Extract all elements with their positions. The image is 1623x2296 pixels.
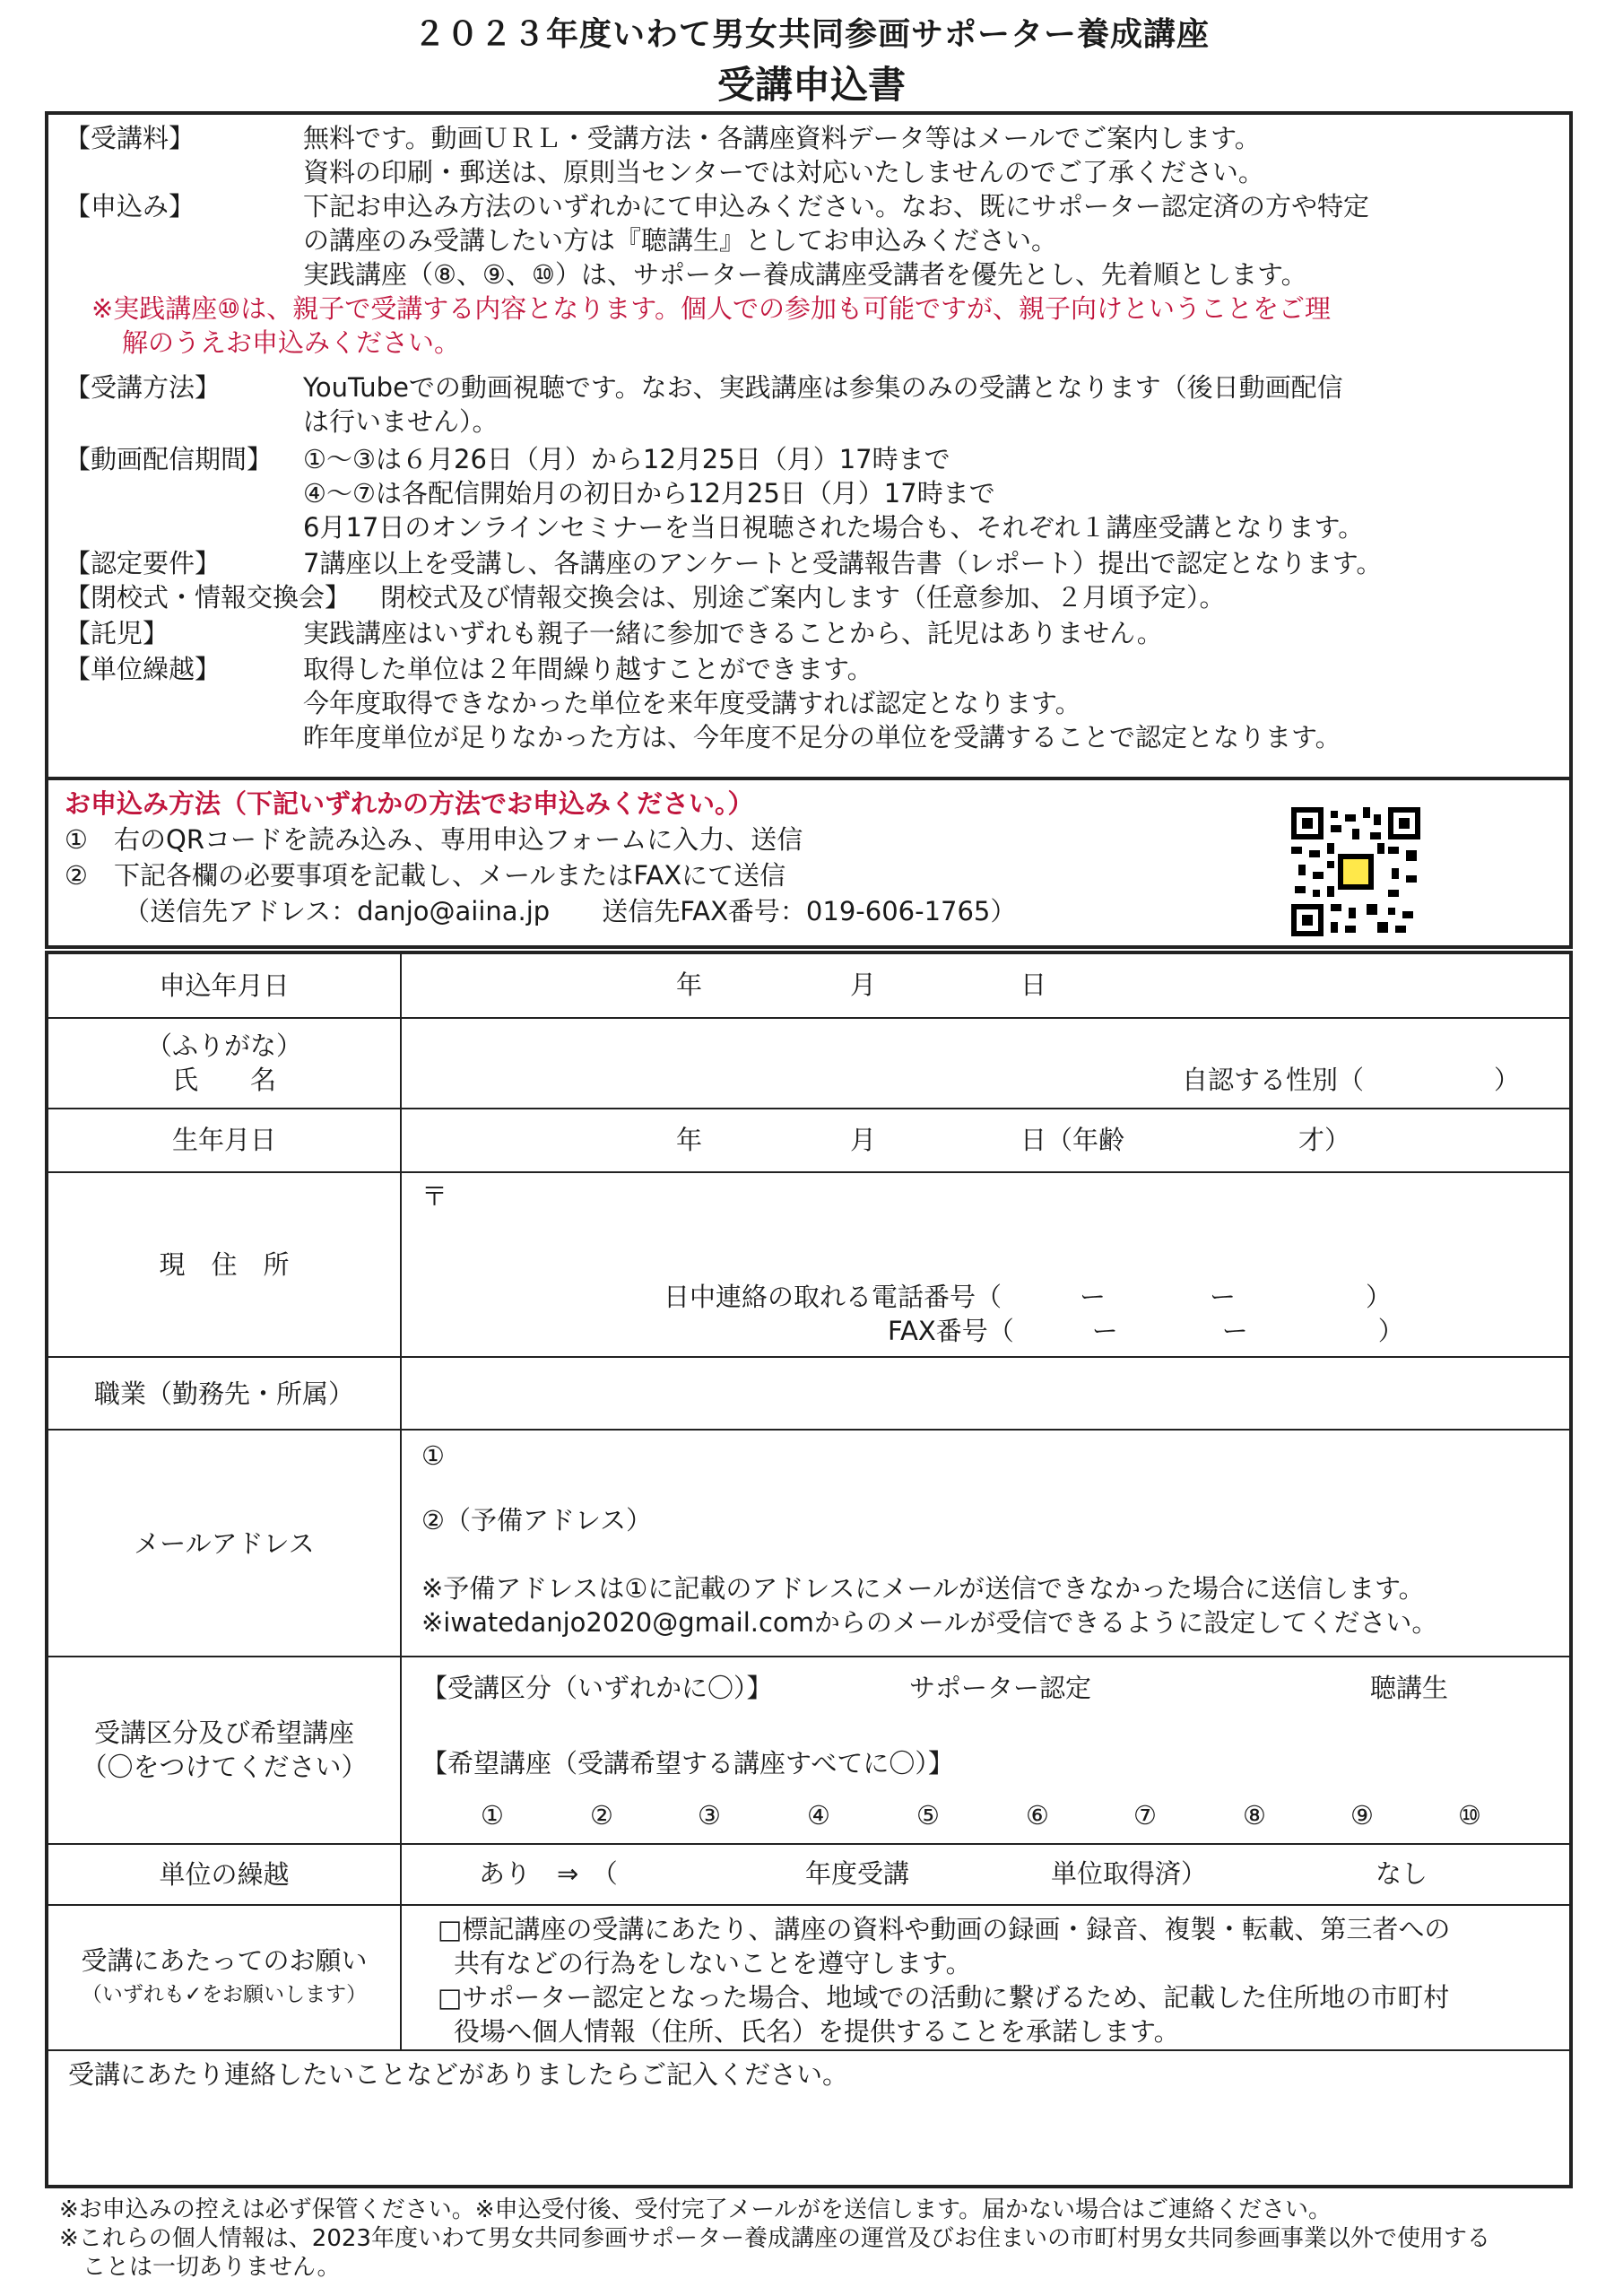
label-course (47, 1657, 401, 1843)
option-course-3[interactable]: ③ (698, 1800, 721, 1831)
info-label-fee: 【受講料】 (65, 123, 195, 153)
document-subtitle: 受講申込書 (716, 63, 906, 107)
info-text: ④～⑦は各配信開始月の初日から12月25日（月）17時まで (303, 478, 995, 509)
label-course-hint: （〇をつけてください） (81, 1752, 368, 1783)
method-item-qr: ① 右のQRコードを読み込み、専用申込フォームに入力、送信 (65, 824, 803, 855)
row-requests (47, 1905, 1571, 2050)
label-requests-title: 受講にあたってのお願い (81, 1945, 368, 1977)
field-name[interactable] (401, 1018, 1571, 1109)
field-requests (401, 1905, 1571, 2050)
qr-code-icon[interactable] (1291, 807, 1420, 936)
option-course-6[interactable]: ⑥ (1026, 1800, 1049, 1831)
course-category-heading: 【受講区分（いずれかに〇）】 (421, 1673, 773, 1704)
label-furigana: （ふりがな） (145, 1031, 302, 1062)
option-course-5[interactable]: ⑤ (916, 1800, 940, 1831)
row-credit-carryover (47, 1844, 1571, 1906)
red-note: ※実践講座⑩は、親子で受講する内容となります。個人での参加も可能ですが、親子向けということをご理 (91, 293, 1331, 324)
field-credit-carryover[interactable] (401, 1844, 1571, 1906)
info-text: 6月17日のオンラインセミナーを当日視聴された場合も、それぞれ１講座受講となります。 (303, 512, 1365, 543)
row-birthdate (47, 1109, 1571, 1172)
info-label-requirement: 【認定要件】 (65, 548, 221, 578)
red-note: 解のうえお申込みください。 (122, 327, 461, 358)
option-carryover-yes[interactable]: あり ⇒ （ (479, 1857, 618, 1889)
info-label-closing: 【閉校式・情報交換会】 (65, 582, 352, 613)
field-day-age: 日（年齢 (1020, 1125, 1125, 1156)
row-email (47, 1430, 1571, 1657)
field-occupation[interactable] (401, 1357, 1571, 1430)
field-email-backup[interactable]: ②（予備アドレス） (421, 1505, 653, 1536)
field-month-unit: 月 (850, 970, 877, 1000)
option-course-1[interactable]: ① (481, 1800, 504, 1831)
postal-mark: 〒 (421, 1180, 448, 1212)
application-form-table (45, 951, 1573, 2188)
footer-note: ※これらの個人情報は、2023年度いわて男女共同参画サポーター養成講座の運営及びお住まいの市町村男女共同参画事業以外で使用する (59, 2225, 1490, 2252)
info-text: 実践講座はいずれも親子一緒に参加できることから、託児はありません。 (303, 618, 1163, 648)
row-application-date (47, 952, 1571, 1018)
row-course (47, 1657, 1571, 1843)
info-text: 無料です。動画ＵＲＬ・受講方法・各講座資料データ等はメールでご案内します。 (303, 123, 1261, 153)
option-course-9[interactable]: ⑨ (1350, 1800, 1374, 1831)
field-fax[interactable]: FAX番号（ ー ー ） (888, 1315, 1404, 1346)
method-item-mail-fax: ② 下記各欄の必要事項を記載し、メールまたはFAXにて送信 (65, 860, 786, 891)
field-age-unit: 才） (1298, 1125, 1351, 1156)
field-phone[interactable]: 日中連絡の取れる電話番号（ ー ー ） (664, 1281, 1393, 1312)
field-year-unit: 年 (676, 970, 703, 1000)
document-title: ２０２３年度いわて男女共同参画サポーター養成講座 (412, 16, 1210, 53)
field-email[interactable] (401, 1430, 1571, 1657)
field-year-unit: 年 (676, 1125, 703, 1156)
info-text: は行いません）。 (303, 406, 499, 437)
info-text: ①～③は６月26日（月）から12月25日（月）17時まで (303, 444, 950, 474)
info-label-childcare: 【託児】 (65, 618, 169, 648)
info-text: 昨年度単位が足りなかった方は、今年度不足分の単位を受講することで認定となります。 (303, 722, 1341, 752)
checkbox-agreement-no-copy[interactable]: □標記講座の受講にあたり、講座の資料や動画の録画・録音、複製・転載、第三者への (438, 1914, 1451, 1945)
option-carryover-no[interactable]: なし (1376, 1857, 1428, 1889)
course-wish-heading: 【希望講座（受講希望する講座すべてに〇）】 (421, 1748, 954, 1779)
option-course-2[interactable]: ② (590, 1800, 613, 1831)
qr-code-pattern (1291, 807, 1420, 936)
row-address (47, 1172, 1571, 1357)
info-text: YouTubeでの動画視聴です。なお、実践講座は参集のみの受講となります（後日動画配信 (303, 372, 1343, 403)
agreement-text: 役場へ個人情報（住所、氏名）を提供することを承諾します。 (454, 2016, 1180, 2048)
info-label-credit: 【単位繰越】 (65, 654, 221, 684)
field-email-primary[interactable]: ① (421, 1440, 445, 1472)
option-course-7[interactable]: ⑦ (1133, 1800, 1157, 1831)
info-text: の講座のみ受講したい方は『聴講生』としてお申込みください。 (303, 225, 1058, 256)
label-name (47, 1018, 401, 1109)
label-course-title: 受講区分及び希望講座 (93, 1718, 354, 1749)
info-label-period: 【動画配信期間】 (65, 444, 273, 474)
info-label-method: 【受講方法】 (65, 372, 221, 403)
info-text: 7講座以上を受講し、各講座のアンケートと受講報告書（レポート）提出で認定となります。 (303, 548, 1383, 578)
info-text: 実践講座（⑧、⑨、⑩）は、サポーター養成講座受講者を優先とし、先着順とします。 (303, 259, 1307, 290)
info-text: 今年度取得できなかった単位を来年度受講すれば認定となります。 (303, 688, 1081, 718)
label-requests (47, 1905, 401, 2050)
row-name (47, 1018, 1571, 1109)
option-auditor[interactable]: 聴講生 (1370, 1673, 1449, 1704)
label-birthdate: 生年月日 (47, 1109, 401, 1172)
label-application-date: 申込年月日 (47, 952, 401, 1018)
info-label-apply: 【申込み】 (65, 191, 195, 222)
footer-note: ことは一切ありません。 (59, 2254, 341, 2281)
option-course-8[interactable]: ⑧ (1243, 1800, 1266, 1831)
field-month-unit: 月 (850, 1125, 877, 1156)
row-remarks (47, 2050, 1571, 2187)
field-gender[interactable]: 自認する性別（ ） (1182, 1064, 1521, 1095)
label-requests-hint: （いずれも✓をお願いします） (81, 1983, 368, 2007)
method-title: お申込み方法（下記いずれかの方法でお申込みください。） (65, 788, 754, 819)
carryover-year-label: 年度受講 (805, 1857, 910, 1889)
footer-notes (59, 2196, 1490, 2282)
remarks-prompt: 受講にあたり連絡したいことなどがありましたらご記入ください。 (68, 2059, 849, 2091)
footer-note: ※お申込みの控えは必ず保管ください。※申込受付後、受付完了メールがを送信します。届かない場合はご連絡ください。 (59, 2196, 1332, 2223)
info-text: 資料の印刷・郵送は、原則当センターでは対応いたしませんのでご了承ください。 (303, 157, 1264, 187)
option-course-10[interactable]: ⑩ (1458, 1800, 1481, 1831)
method-address: （送信先アドレス：danjo@aiina.jp 送信先FAX番号：019-606-1765） (124, 896, 1017, 926)
label-credit-carryover: 単位の繰越 (47, 1844, 401, 1906)
field-remarks[interactable] (47, 2050, 1571, 2187)
info-box (45, 111, 1573, 780)
label-address: 現 住 所 (47, 1172, 401, 1357)
info-text: 閉校式及び情報交換会は、別途ご案内します（任意参加、２月頃予定）。 (380, 582, 1226, 613)
email-note: ※iwatedanjo2020@gmail.comからのメールが受信できるように設定してください。 (421, 1607, 1438, 1639)
option-course-4[interactable]: ④ (807, 1800, 830, 1831)
agreement-text: 共有などの行為をしないことを遵守します。 (454, 1948, 972, 1979)
field-application-date[interactable] (401, 952, 1571, 1018)
field-course[interactable] (401, 1657, 1571, 1843)
label-email: メールアドレス (47, 1430, 401, 1657)
carryover-taken-label: 単位取得済） (1051, 1857, 1208, 1889)
field-birthdate[interactable] (401, 1109, 1571, 1172)
info-text: 下記お申込み方法のいずれかにて申込みください。なお、既にサポーター認定済の方や特定 (303, 191, 1370, 222)
label-fullname: 氏 名 (171, 1065, 276, 1096)
email-note: ※予備アドレスは①に記載のアドレスにメールが送信できなかった場合に送信します。 (421, 1573, 1425, 1605)
field-address[interactable] (401, 1172, 1571, 1357)
checkbox-agreement-info-share[interactable]: □サポーター認定となった場合、地域での活動に繋げるため、記載した住所地の市町村 (438, 1982, 1450, 2013)
field-day-unit: 日 (1020, 970, 1047, 1000)
option-supporter-certification[interactable]: サポーター認定 (909, 1673, 1092, 1704)
label-occupation: 職業（勤務先・所属） (47, 1357, 401, 1430)
info-text: 取得した単位は２年間繰り越すことができます。 (303, 654, 873, 684)
row-occupation (47, 1357, 1571, 1430)
